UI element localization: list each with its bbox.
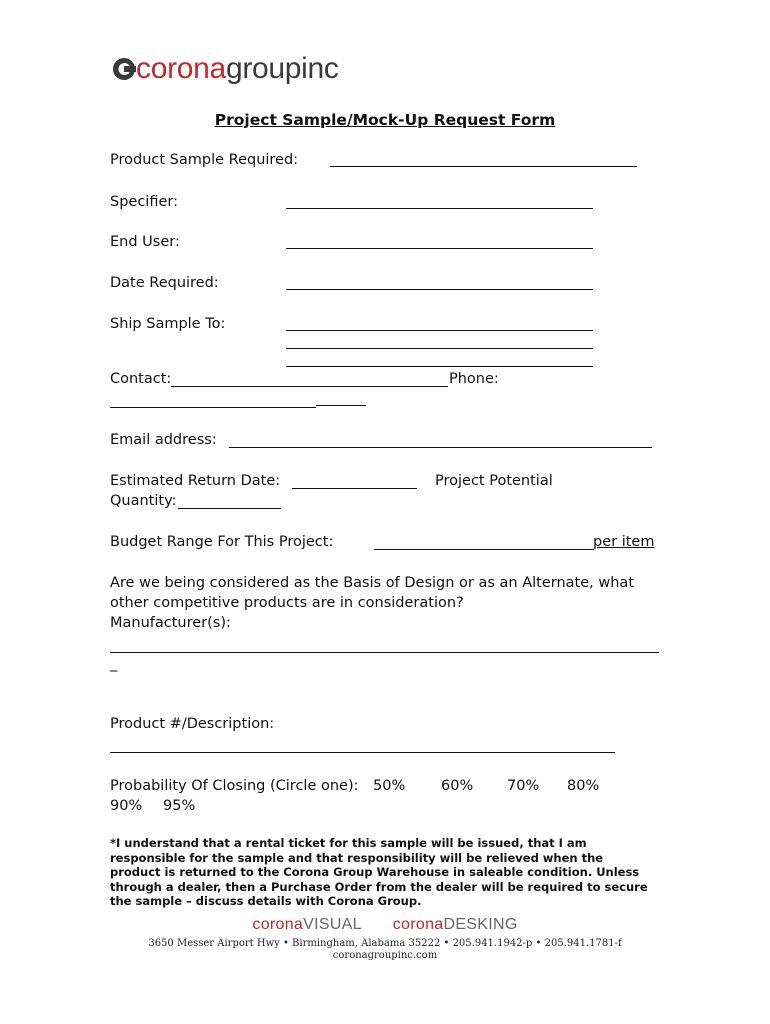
- footer-website: coronagroupinc.com: [332, 950, 438, 961]
- probability-label: Probability Of Closing (Circle one):: [110, 778, 359, 794]
- probability-option-90[interactable]: 90%: [110, 798, 143, 814]
- basis-question-line2: other competitive products are in consideration?: [110, 595, 464, 611]
- phone-line-1[interactable]: [110, 407, 316, 408]
- product-description-line[interactable]: [110, 752, 615, 753]
- ship-to-line-2[interactable]: [286, 348, 593, 349]
- specifier-label: Specifier:: [110, 194, 178, 210]
- ship-to-line-1[interactable]: [286, 330, 593, 331]
- manufacturers-label: Manufacturer(s):: [110, 615, 231, 631]
- disclaimer-text: *I understand that a rental ticket for this sample will be issued, that I am responsible for the sample and that responsibility will be relieved when the product is returned to the Corona Group Warehouse in saleable condition. Unless through a dealer, then a Purchase Order from the dealer will be required to secure the sample – discuss details with Corona Group.: [110, 836, 648, 909]
- email-label: Email address:: [110, 432, 217, 448]
- budget-label: Budget Range For This Project:: [110, 534, 334, 550]
- logo-wordmark: coronagroupinc: [136, 52, 339, 85]
- end-user-line[interactable]: [286, 248, 593, 249]
- product-sample-line[interactable]: [330, 166, 637, 167]
- project-potential-label: Project Potential: [435, 473, 553, 489]
- product-description-label: Product #/Description:: [110, 716, 275, 732]
- brand-logos: [0, 916, 770, 934]
- ship-to-line-3[interactable]: [286, 366, 593, 367]
- ship-to-label: Ship Sample To:: [110, 316, 226, 332]
- probability-option-95[interactable]: 95%: [163, 798, 196, 814]
- quantity-label: Quantity:: [110, 493, 177, 509]
- date-required-line[interactable]: [286, 289, 593, 290]
- manufacturers-line[interactable]: [110, 652, 659, 653]
- quantity-line[interactable]: [178, 508, 281, 509]
- product-sample-label: Product Sample Required:: [110, 152, 299, 168]
- email-line[interactable]: [229, 447, 652, 448]
- footer-address: 3650 Messer Airport Hwy • Birmingham, Alabama 35222 • 205.941.1942-p • 205.941.1781-f: [148, 938, 622, 949]
- return-date-label: Estimated Return Date:: [110, 473, 281, 489]
- contact-label: Contact:: [110, 371, 172, 387]
- end-user-label: End User:: [110, 234, 180, 250]
- manufacturers-underscore: _: [110, 656, 118, 672]
- phone-label: Phone:: [449, 371, 499, 387]
- contact-line[interactable]: [171, 386, 448, 387]
- probability-option-50[interactable]: 50%: [373, 778, 406, 794]
- corona-desking-logo: coronaDESKING: [392, 916, 518, 933]
- specifier-line[interactable]: [286, 208, 593, 209]
- probability-option-70[interactable]: 70%: [507, 778, 540, 794]
- budget-line[interactable]: [374, 549, 594, 550]
- return-date-line[interactable]: [292, 488, 417, 489]
- per-item-label: per item: [593, 534, 655, 550]
- corona-visual-logo: coronaVISUAL: [252, 916, 362, 933]
- form-title: Project Sample/Mock-Up Request Form: [214, 111, 556, 129]
- corona-logo-icon: [112, 57, 136, 81]
- phone-line-2[interactable]: [316, 405, 366, 406]
- basis-question-line1: Are we being considered as the Basis of Design or as an Alternate, what: [110, 575, 635, 591]
- date-required-label: Date Required:: [110, 275, 219, 291]
- probability-option-80[interactable]: 80%: [567, 778, 600, 794]
- probability-option-60[interactable]: 60%: [441, 778, 474, 794]
